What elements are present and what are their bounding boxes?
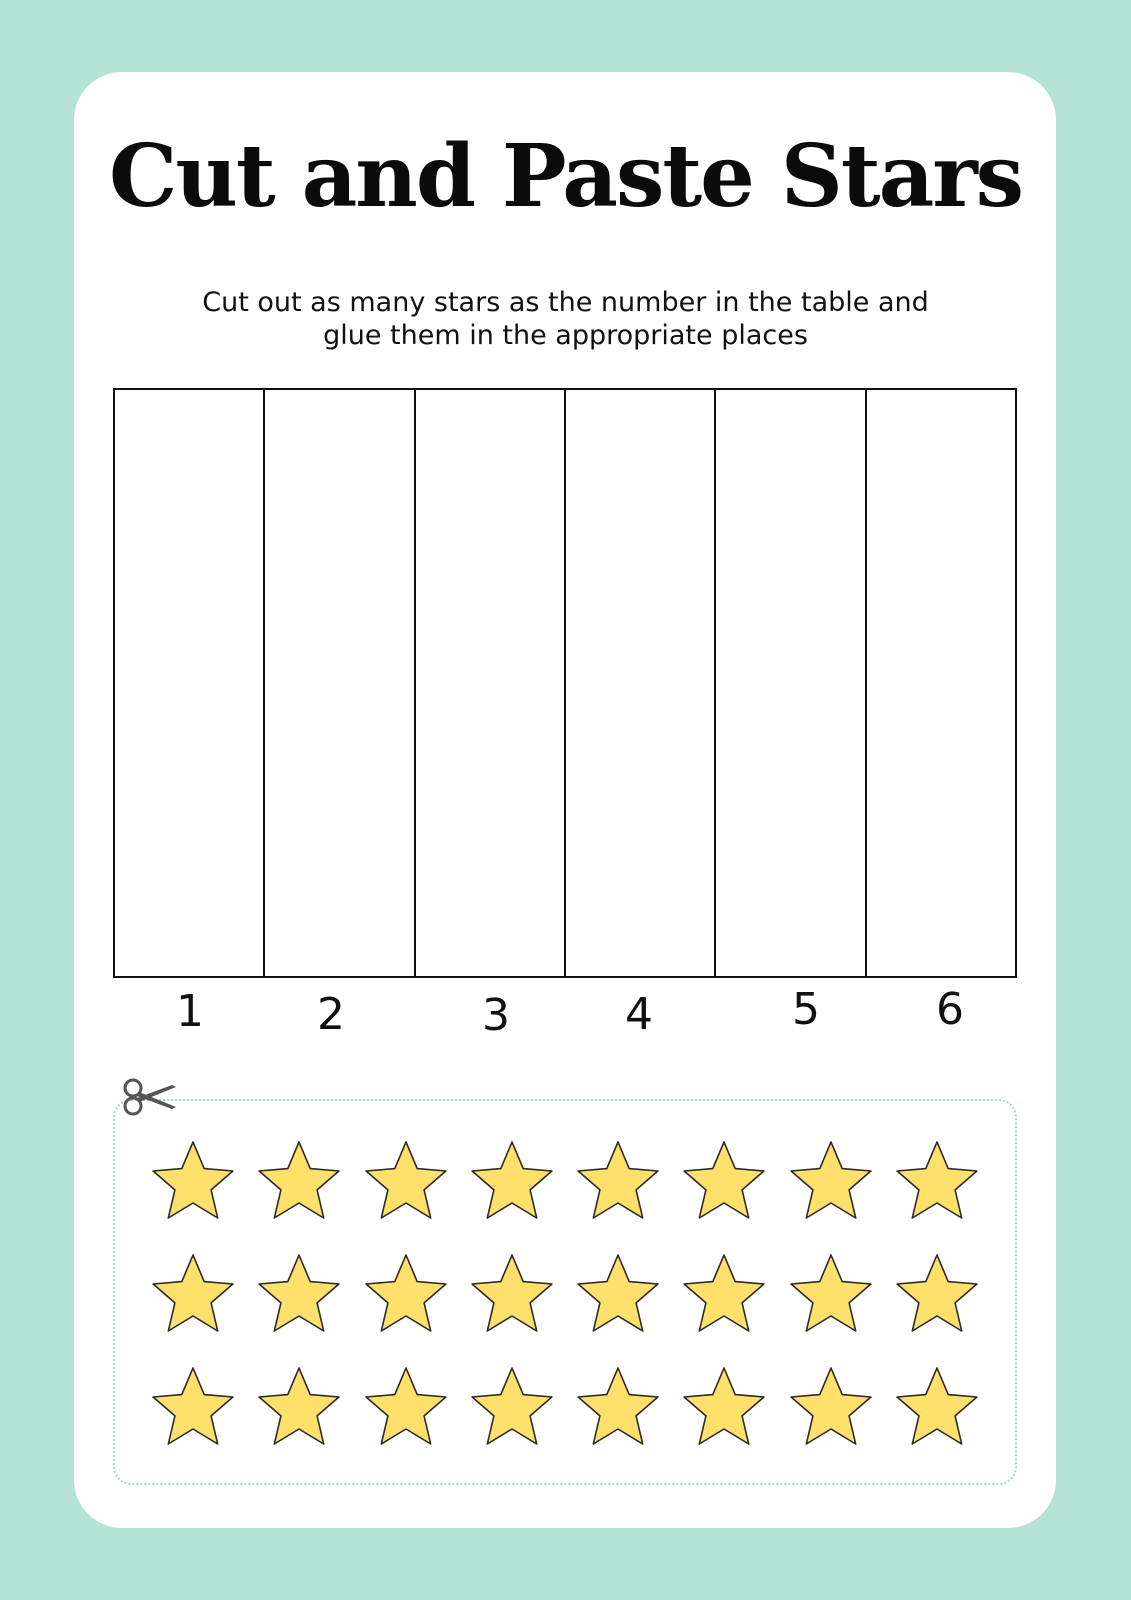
star-cutouts	[140, 1125, 990, 1465]
paste-grid	[113, 388, 1017, 978]
star-icon	[573, 1250, 663, 1340]
instructions-line-1: Cut out as many stars as the number in the table and	[202, 287, 929, 318]
star-icon	[148, 1363, 238, 1453]
column-number-6: 6	[936, 984, 964, 1035]
star-icon	[148, 1250, 238, 1340]
column-number-4: 4	[625, 989, 653, 1040]
paste-column-3	[416, 390, 566, 976]
scissors-icon	[122, 1077, 178, 1117]
star-icon	[148, 1137, 238, 1227]
star-icon	[254, 1137, 344, 1227]
column-number-2: 2	[317, 989, 345, 1040]
star-icon	[254, 1250, 344, 1340]
paste-column-1	[115, 390, 265, 976]
star-icon	[786, 1137, 876, 1227]
star-icon	[573, 1137, 663, 1227]
star-icon	[254, 1363, 344, 1453]
star-icon	[361, 1137, 451, 1227]
star-icon	[679, 1250, 769, 1340]
worksheet-title: Cut and Paste Stars	[108, 126, 1023, 227]
paste-column-5	[716, 390, 866, 976]
star-icon	[892, 1250, 982, 1340]
column-number-5: 5	[792, 984, 820, 1035]
star-icon	[361, 1363, 451, 1453]
star-icon	[679, 1137, 769, 1227]
column-number-3: 3	[482, 990, 510, 1041]
star-icon	[892, 1137, 982, 1227]
column-number-1: 1	[176, 986, 204, 1037]
star-icon	[467, 1363, 557, 1453]
star-icon	[679, 1363, 769, 1453]
paste-column-2	[265, 390, 415, 976]
paste-column-4	[566, 390, 716, 976]
star-icon	[786, 1363, 876, 1453]
instructions-text	[0, 286, 1131, 352]
instructions-line-2: glue them in the appropriate places	[323, 320, 808, 351]
star-icon	[892, 1363, 982, 1453]
star-icon	[573, 1363, 663, 1453]
paste-column-6	[867, 390, 1015, 976]
star-icon	[361, 1250, 451, 1340]
star-icon	[786, 1250, 876, 1340]
star-icon	[467, 1250, 557, 1340]
star-icon	[467, 1137, 557, 1227]
